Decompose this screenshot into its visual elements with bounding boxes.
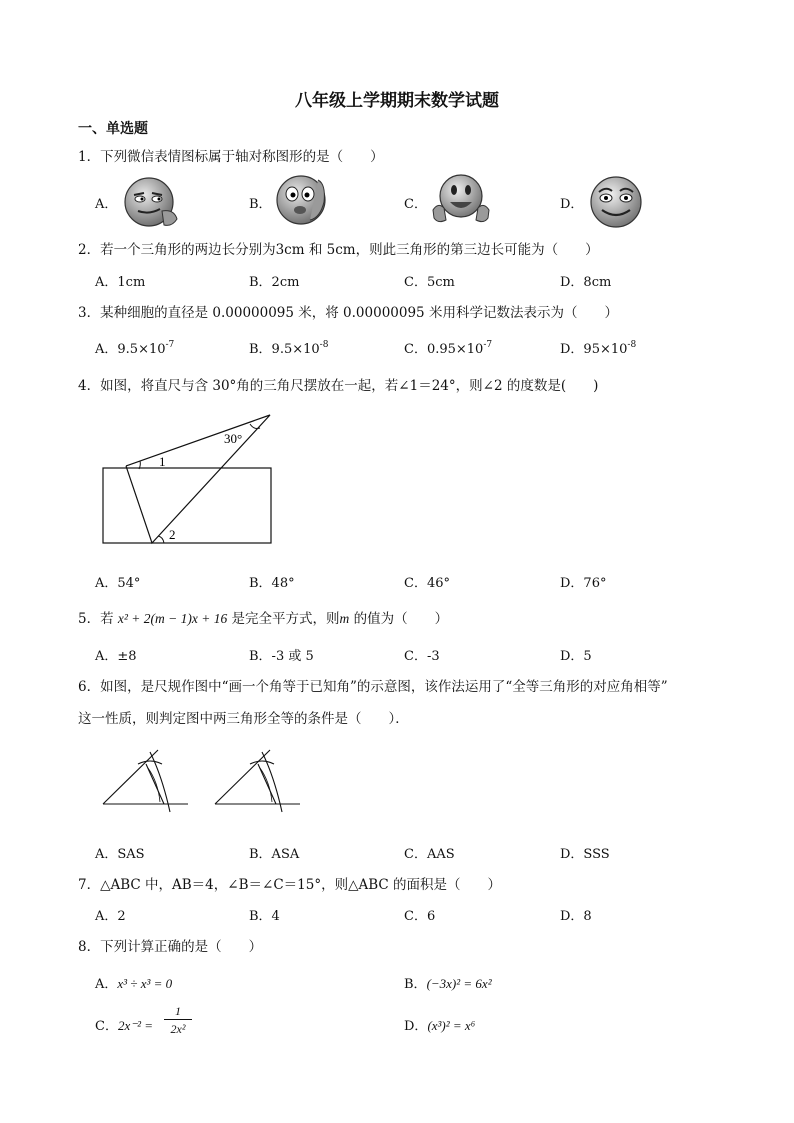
q3-option-d: D．$95\times 10^{-8}$ [560, 340, 637, 357]
question-6-stem-line-2: 这一性质，则判定图中两三角形全等的条件是（ ）． [78, 711, 409, 727]
thinking-emoji-icon [274, 172, 332, 230]
q4-option-a: A．54° [95, 576, 141, 591]
q5-option-b: B．-3 或 5 [249, 649, 314, 664]
q1-option-c: C． [404, 197, 427, 212]
fraction-denominator: 2x² [170, 1022, 186, 1036]
q8-option-d: D．(x³)² = x⁶ [404, 1018, 476, 1034]
construction-left [103, 750, 188, 812]
section-heading: 一、单选题 [78, 121, 148, 137]
question-4-stem: 4．如图，将直尺与含 30°角的三角尺摆放在一起，若∠1＝24°，则∠2 的度数是( ) [78, 378, 599, 394]
figure-angle-2-label: 2 [169, 527, 176, 542]
q2-option-d: D．8cm [560, 275, 612, 290]
q8-option-d-expression: (x³)² = x⁶ [427, 1018, 476, 1033]
q6-option-d: D．SSS [560, 847, 610, 862]
question-1-stem: 1．下列微信表情图标属于轴对称图形的是（ ） [78, 149, 384, 165]
q3-option-a: A．$9.5\times 10^{-7}$ [95, 340, 175, 357]
q3-option-b: B．$9.5\times 10^{-8}$ [249, 340, 329, 357]
q8-option-b: B．(−3x)² = 6x² [404, 976, 492, 992]
question-2-stem: 2．若一个三角形的两边长分别为3cm 和 5cm，则此三角形的第三边长可能为（ ） [78, 242, 599, 258]
q3-option-c: C．$0.95\times 10^{-7}$ [404, 340, 493, 357]
triangle-outline [126, 415, 270, 543]
q4-option-b: B．48° [249, 576, 295, 591]
q8-option-c-fraction [164, 1003, 192, 1038]
fraction-numerator: 1 [164, 1003, 192, 1020]
smirk-emoji-icon [122, 175, 180, 231]
q6-option-c: C．AAS [404, 847, 455, 862]
q8-option-c: C．2x⁻² = [95, 1018, 154, 1034]
q1-option-a: A． [95, 197, 118, 212]
construction-right [215, 750, 300, 812]
question-8-stem: 8．下列计算正确的是（ ） [78, 939, 263, 955]
q8-option-b-expression: (−3x)² = 6x² [426, 976, 492, 991]
q4-option-c: C．46° [404, 576, 450, 591]
question-7-stem: 7．△ABC 中，AB＝4，∠B＝∠C＝15°，则△ABC 的面积是（ ） [78, 877, 501, 893]
q2-option-a: A．1cm [95, 275, 146, 290]
q6-option-a: A．SAS [95, 847, 145, 862]
q7-option-a: A．2 [95, 909, 126, 924]
q8-option-c-lhs: 2x⁻² = [117, 1018, 154, 1033]
question-3-stem: 3．某种细胞的直径是 0.00000095 米，将 0.00000095 米用科学记数法表示为（ ） [78, 305, 618, 321]
q7-option-d: D．8 [560, 909, 592, 924]
ruler-triangle-figure [100, 410, 275, 550]
grin-emoji-icon [588, 174, 644, 230]
q8-option-a-expression: x³ ÷ x³ = 0 [117, 976, 173, 991]
q5-option-d: D．5 [560, 649, 592, 664]
question-5-stem: 5．若 x² + 2(m − 1)x + 16 是完全平方式，则m 的值为（ ） [78, 611, 449, 627]
q6-option-b: B．ASA [249, 847, 300, 862]
q7-option-c: C．6 [404, 909, 436, 924]
q5-option-a: A．±8 [95, 649, 137, 664]
question-6-stem-line-1: 6．如图，是尺规作图中“画一个角等于已知角”的示意图，该作法运用了“全等三角形的对应角相等” [78, 679, 668, 695]
q8-option-a: A．x³ ÷ x³ = 0 [95, 976, 173, 992]
page-title: 八年级上学期期末数学试题 [295, 91, 499, 111]
q4-option-d: D．76° [560, 576, 607, 591]
q2-option-c: C．5cm [404, 275, 455, 290]
q5-expression: x² + 2(m − 1)x + 16 [117, 611, 228, 626]
compass-construction-figure [100, 742, 310, 820]
q7-option-b: B．4 [249, 909, 280, 924]
waving-hands-emoji-icon [430, 172, 492, 228]
figure-angle-30-label: 30° [224, 431, 243, 446]
q1-option-d: D． [560, 197, 584, 212]
q1-option-b: B． [249, 197, 272, 212]
q5-option-c: C．-3 [404, 649, 440, 664]
q2-option-b: B．2cm [249, 275, 300, 290]
figure-angle-1-label: 1 [159, 454, 166, 469]
